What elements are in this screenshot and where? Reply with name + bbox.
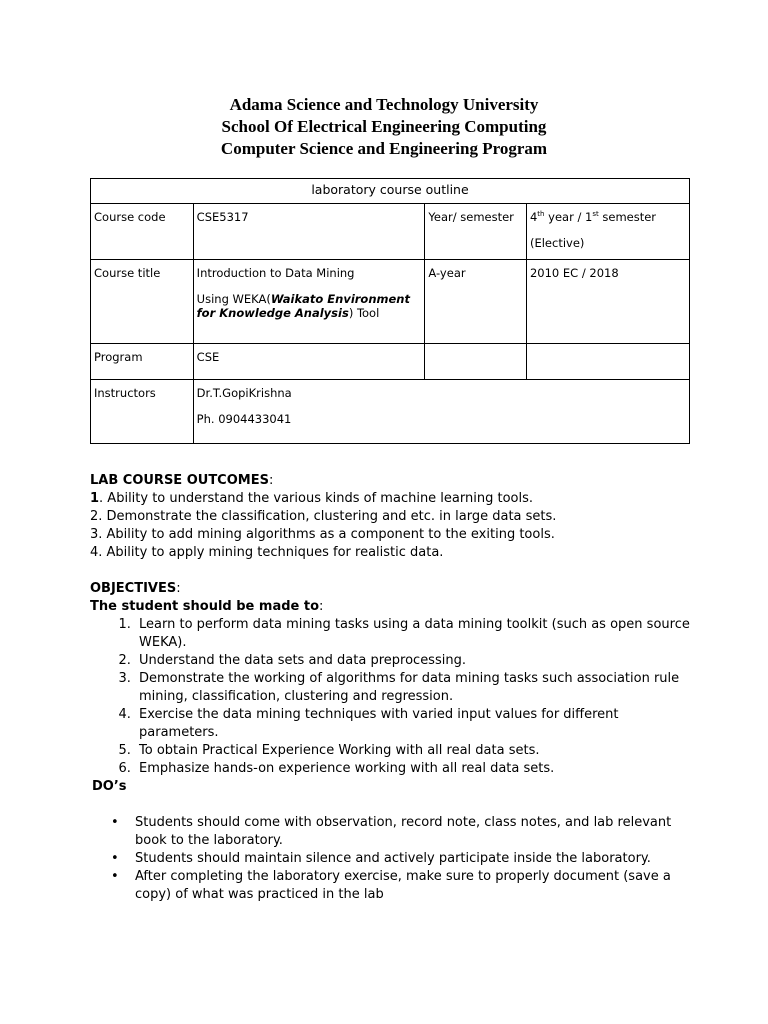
course-title: Introduction to Data Mining: [196, 266, 355, 280]
table-row: [91, 260, 690, 344]
outcome-item: 1. Ability to understand the various kinds of machine learning tools.: [90, 491, 533, 506]
dos-heading: DO’s: [92, 779, 127, 794]
list-item: 3. Demonstrate the working of algorithms for data mining tasks such association rule mining, classification, clustering and regression.: [135, 670, 690, 706]
list-item: 1. Learn to perform data mining tasks using a data mining toolkit (such as open source WEKA).: [135, 616, 690, 652]
list-item: 6. Emphasize hands-on experience working with all real data sets.: [135, 760, 690, 778]
year-semester-value: 4th year / 1st semester (Elective): [526, 204, 689, 260]
list-item: 2. Understand the data sets and data preprocessing.: [135, 652, 690, 670]
table-title-row: [91, 179, 690, 204]
instructors-label: Instructors: [91, 380, 194, 444]
program-value: CSE: [193, 344, 425, 380]
table-row: [91, 204, 690, 260]
school-name: School Of Electrical Engineering Computing: [221, 117, 547, 136]
list-item: • Students should maintain silence and actively participate inside the laboratory.: [135, 850, 690, 868]
objectives-subheading: The student should be made to:: [90, 599, 324, 614]
document-body: [90, 472, 690, 904]
table-row: [91, 344, 690, 380]
outcome-item: 3. Ability to add mining algorithms as a component to the exiting tools.: [90, 527, 555, 542]
program-name: Computer Science and Engineering Program: [220, 139, 548, 158]
instructors-value: [193, 380, 689, 444]
outcome-item: 4. Ability to apply mining techniques for realistic data.: [90, 545, 444, 560]
list-item: • Students should come with observation, record note, class notes, and lab relevant book to the laboratory.: [135, 814, 690, 850]
objectives-heading: OBJECTIVES:: [90, 581, 181, 596]
empty-cell: [526, 344, 689, 380]
elective-note: (Elective): [529, 236, 585, 250]
objectives-list: [90, 616, 690, 778]
instructor-name: Dr.T.GopiKrishna: [196, 386, 292, 400]
course-title-value: [193, 260, 425, 344]
program-label: Program: [91, 344, 194, 380]
outcomes-heading: LAB COURSE OUTCOMES:: [90, 473, 274, 488]
list-item: 5. To obtain Practical Experience Working with all real data sets.: [135, 742, 690, 760]
course-code-value: CSE5317: [193, 204, 425, 260]
tool-description: Using WEKA(Waikato Environment for Knowledge Analysis) Tool: [196, 292, 410, 320]
course-title-label: Course title: [91, 260, 194, 344]
list-item: • After completing the laboratory exercise, make sure to properly document (save a copy) of what was practiced in the lab: [135, 868, 690, 904]
course-outline-table: [90, 178, 690, 444]
year-semester-label: Year/ semester: [425, 204, 527, 260]
course-code-label: Course code: [91, 204, 194, 260]
table-row: [91, 380, 690, 444]
document-header: [0, 94, 768, 160]
a-year-label: A-year: [425, 260, 527, 344]
empty-cell: [425, 344, 527, 380]
table-title: laboratory course outline: [91, 179, 690, 204]
list-item: 4. Exercise the data mining techniques with varied input values for different parameters.: [135, 706, 690, 742]
dos-list: [90, 814, 690, 904]
instructor-phone: Ph. 0904433041: [196, 412, 292, 426]
a-year-value: 2010 EC / 2018: [526, 260, 689, 344]
university-name: Adama Science and Technology University: [229, 95, 539, 114]
outcome-item: 2. Demonstrate the classification, clustering and etc. in large data sets.: [90, 509, 557, 524]
